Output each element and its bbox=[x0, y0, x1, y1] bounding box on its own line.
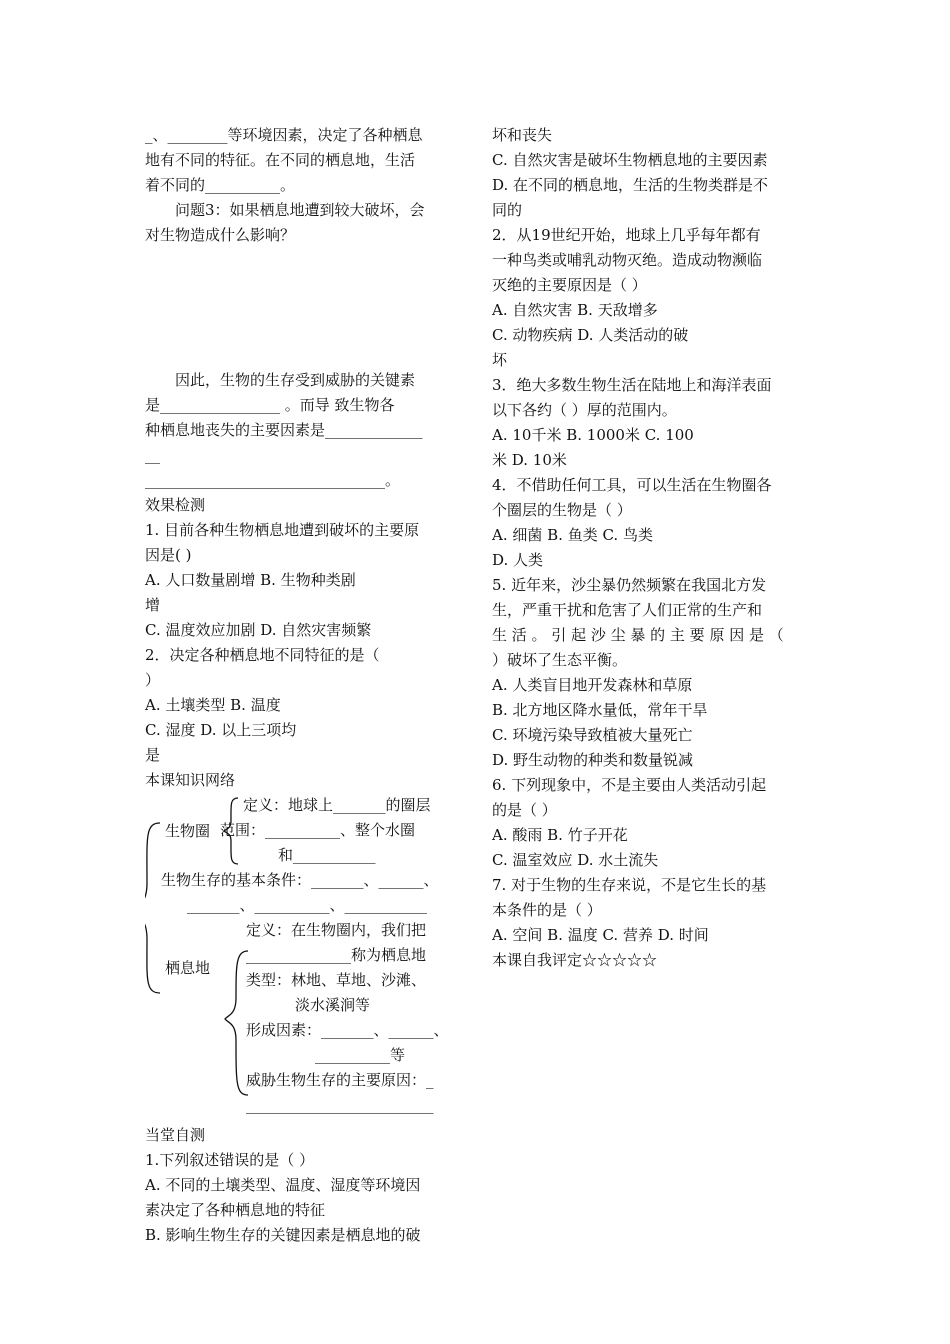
text-line: 生，严重干扰和危害了人们正常的生产和 bbox=[492, 601, 763, 619]
text-line: A. 人类盲目地开发森林和草原 bbox=[492, 676, 693, 694]
biosphere-range-cont: 和___________ bbox=[278, 846, 376, 864]
text-line: 生 活 。 引 起 沙 尘 暴 的 主 要 原 因 是 （ bbox=[492, 626, 784, 644]
option-line: A. 不同的土壤类型、温度、湿度等环境因 bbox=[145, 1176, 421, 1194]
text-line: A. 空间 B. 温度 C. 营养 D. 时间 bbox=[492, 926, 709, 944]
text-line: C. 温室效应 D. 水土流失 bbox=[492, 851, 659, 869]
text-line: 以下各约（ ）厚的范围内。 bbox=[492, 401, 677, 419]
answer-space bbox=[145, 248, 463, 308]
basic-conditions: 生物生存的基本条件：_______、______、 bbox=[161, 871, 439, 889]
text-line: 同的 bbox=[492, 201, 523, 219]
habitat-definition: 定义：在生物圈内，我们把 bbox=[246, 921, 427, 939]
right-column bbox=[492, 123, 810, 973]
option-line: A. 人口数量剧增 B. 生物种类剧 bbox=[145, 571, 356, 589]
section-title-network: 本课知识网络 bbox=[145, 771, 236, 789]
text-line: 3．绝大多数生物生活在陆地上和海洋表面 bbox=[492, 376, 772, 394]
biosphere-range: 范围：__________、整个水圈 bbox=[220, 821, 416, 839]
text-line: 一种鸟类或哺乳动物灭绝。造成动物濒临 bbox=[492, 251, 763, 269]
habitat-types: 类型：林地、草地、沙滩、 bbox=[246, 971, 427, 989]
section-title-effect: 效果检测 bbox=[145, 496, 206, 514]
self-rating: 本课自我评定☆☆☆☆☆ bbox=[492, 951, 658, 969]
habitat-threats-cont: _________________________ bbox=[246, 1096, 434, 1114]
text-line: _、________等环境因素，决定了各种栖息 bbox=[145, 126, 423, 144]
text-line: 7. 对于生物的生存来说，不是它生长的基 bbox=[492, 876, 767, 894]
text-line: C. 动物疾病 D. 人类活动的破 bbox=[492, 326, 689, 344]
question-3-cont: 对生物造成什么影响？ bbox=[145, 226, 296, 244]
question-3: 问题3：如果栖息地遭到较大破坏，会 bbox=[175, 201, 425, 219]
text-line: 5. 近年来，沙尘暴仍然频繁在我国北方发 bbox=[492, 576, 767, 594]
option-line: 素决定了各种栖息地的特征 bbox=[145, 1201, 326, 1219]
habitat-factors-cont: __________等 bbox=[315, 1046, 406, 1064]
question-line: 1.下列叙述错误的是（ ） bbox=[145, 1151, 315, 1169]
text-line: A. 细菌 B. 鱼类 C. 鸟类 bbox=[492, 526, 653, 544]
conclusion-line: 是________________ 。而导 致生物各 bbox=[145, 396, 395, 414]
text-line: A. 10千米 B. 1000米 C. 100 bbox=[492, 426, 694, 444]
section-title-selftest: 当堂自测 bbox=[145, 1126, 206, 1144]
text-line: 地有不同的特征。在不同的栖息地，生活 bbox=[145, 151, 416, 169]
question-line: 因是( ) bbox=[145, 546, 192, 564]
text-line: 4．不借助任何工具，可以生活在生物圈各 bbox=[492, 476, 772, 494]
text-line: D. 野生动物的种类和数量锐减 bbox=[492, 751, 694, 769]
conclusion-line: 种栖息地丧失的主要因素是_____________ bbox=[145, 421, 423, 439]
biosphere-label: 生物圈 bbox=[165, 822, 211, 840]
option-line: C. 温度效应加剧 D. 自然灾害频繁 bbox=[145, 621, 372, 639]
option-line: 是 bbox=[145, 746, 161, 764]
text-line: 坏和丧失 bbox=[492, 126, 553, 144]
question-line: ） bbox=[145, 671, 161, 689]
habitat-threats: 威胁生物生存的主要原因：_ bbox=[246, 1071, 434, 1089]
basic-conditions-cont: _______、__________、___________ bbox=[187, 896, 428, 914]
text-line: 2．从19世纪开始，地球上几乎每年都有 bbox=[492, 226, 761, 244]
option-line: B. 影响生物生存的关键因素是栖息地的破 bbox=[145, 1226, 421, 1244]
text-line: C. 自然灾害是破坏生物栖息地的主要因素 bbox=[492, 151, 768, 169]
text-line: 的是（ ） bbox=[492, 801, 557, 819]
left-column bbox=[145, 123, 463, 1248]
biosphere-definition: 定义：地球上_______的圈层 bbox=[243, 796, 431, 814]
question-line: 1. 目前各种生物栖息地遭到破坏的主要原 bbox=[145, 521, 420, 539]
answer-space bbox=[145, 308, 463, 368]
text-line: B. 北方地区降水量低，常年干旱 bbox=[492, 701, 708, 719]
text-line: D. 在不同的栖息地，生活的生物类群是不 bbox=[492, 176, 769, 194]
question-line: 2．决定各种栖息地不同特征的是（ bbox=[145, 646, 380, 664]
habitat-label: 栖息地 bbox=[165, 959, 211, 977]
knowledge-network bbox=[145, 793, 463, 1123]
conclusion-line: 因此，生物的生存受到威胁的关键素 bbox=[175, 371, 416, 389]
text-line: 米 D. 10米 bbox=[492, 451, 567, 469]
text-line: 本条件的是（ ） bbox=[492, 901, 602, 919]
text-line: D. 人类 bbox=[492, 551, 544, 569]
text-line: ）破坏了生态平衡。 bbox=[492, 651, 628, 669]
text-line: 坏 bbox=[492, 351, 508, 369]
text-line: A. 酸雨 B. 竹子开花 bbox=[492, 826, 628, 844]
option-line: 增 bbox=[145, 596, 161, 614]
option-line: C. 湿度 D. 以上三项均 bbox=[145, 721, 297, 739]
text-line: A. 自然灾害 B. 天敌增多 bbox=[492, 301, 658, 319]
conclusion-line: ________________________________。 bbox=[145, 471, 401, 489]
text-line: 6. 下列现象中，不是主要由人类活动引起 bbox=[492, 776, 767, 794]
habitat-factors: 形成因素：_______、______、 bbox=[246, 1021, 449, 1039]
option-line: A. 土壤类型 B. 温度 bbox=[145, 696, 281, 714]
text-line: C. 环境污染导致植被大量死亡 bbox=[492, 726, 693, 744]
conclusion-line: __ bbox=[145, 446, 160, 464]
text-line: 灭绝的主要原因是（ ） bbox=[492, 276, 647, 294]
text-line: 着不同的__________。 bbox=[145, 176, 296, 194]
habitat-types-cont: 淡水溪涧等 bbox=[295, 996, 371, 1014]
habitat-definition-cont: ______________称为栖息地 bbox=[246, 946, 427, 964]
text-line: 个圈层的生物是（ ） bbox=[492, 501, 632, 519]
